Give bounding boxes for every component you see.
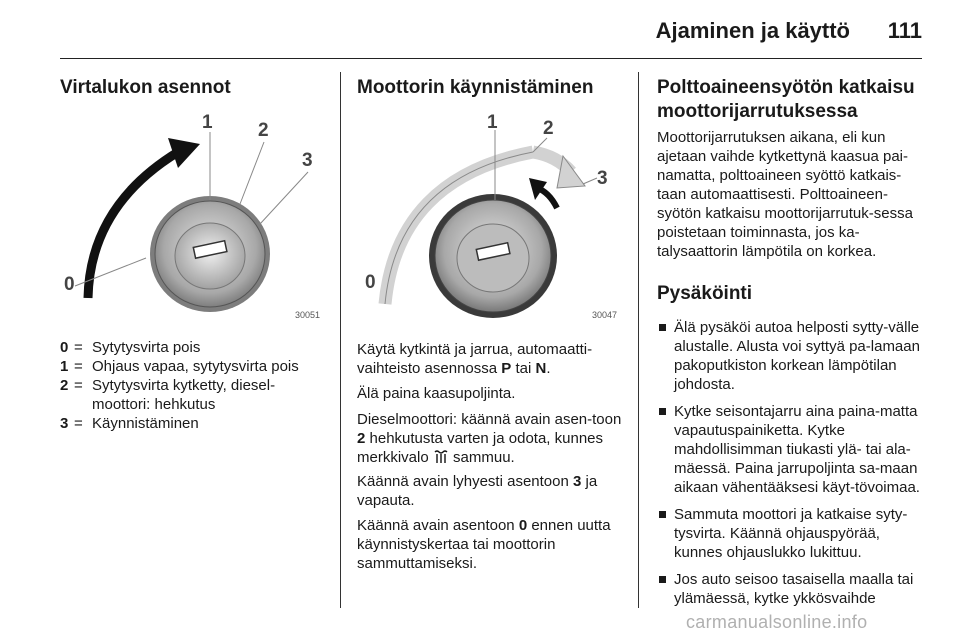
engine-start-illustration [357, 108, 623, 324]
legend-row [60, 338, 330, 357]
ignition-legend [60, 338, 330, 433]
text: Käytä kytkintä ja jarrua, automaatti-vaihteisto asennossa [357, 341, 593, 377]
fig2-label-3: 3 [597, 168, 608, 189]
fig2-code: 30047 [591, 310, 617, 320]
ignition-figure [60, 108, 326, 324]
fig1-code: 30051 [294, 310, 320, 320]
section-title-ignition-positions: Virtalukon asennot [60, 77, 231, 98]
legend-row [60, 357, 330, 376]
text: sammuu. [448, 449, 515, 466]
ignition-lock-icon [429, 194, 557, 318]
text: hehkutusta varten ja odota, kunnes merkkivalo [357, 430, 604, 466]
watermark: carmanualsonline.info [686, 612, 868, 632]
legend-key: 0 [60, 339, 69, 356]
text: tai [511, 360, 536, 377]
fig2-label-1: 1 [487, 112, 498, 133]
fig1-label-0: 0 [64, 274, 75, 295]
text: . [546, 360, 551, 377]
text-bold: N [535, 360, 547, 377]
text: Käännä avain asentoon [357, 517, 519, 534]
engine-start-figure [357, 108, 623, 324]
page-number: 111 [887, 18, 922, 43]
text: Dieselmoottori: käännä avain asen-toon [357, 411, 622, 428]
legend-text: Sytytysvirta pois [92, 339, 201, 356]
legend-equals: = [74, 339, 83, 356]
legend-text: Ohjaus vapaa, sytytysvirta pois [92, 358, 299, 375]
column-divider-2 [638, 72, 639, 608]
parking-bullet-list [657, 318, 927, 616]
list-item: Älä pysäköi autoa helposti sytty-välle alustalle. Alusta voi syttyä pa-lamaan pakoputkiston korkean lämpötilan johdosta. [657, 318, 927, 394]
legend-key: 3 [60, 415, 69, 432]
text-bold: 2 [357, 430, 366, 447]
paragraph-fuel-cutoff: Moottorijarrutuksen aikana, eli kun ajetaan vaihde kytkettynä kaasua pai-namatta, polttoaineen syöttö katkais-taan automaattisesti. Polttoaineen-syötön katkaisu moottorijarrutuk-sessa poistetaan toiminnasta, jos ka-talysaattorin lämpötila on korkea. [657, 129, 913, 260]
paragraph-turn-briefly [357, 472, 625, 510]
legend-text: Sytytysvirta kytketty, diesel-moottori: hehkutus [92, 377, 276, 413]
legend-row [60, 376, 330, 414]
return-arrow-icon [529, 178, 557, 208]
column-divider-1 [340, 72, 341, 608]
text: ennen uutta käynnistyskertaa tai moottorin sammuttamiseksi. [357, 517, 611, 572]
text: ja vapauta. [357, 473, 598, 509]
legend-equals: = [74, 377, 83, 394]
fig2-label-0: 0 [365, 272, 376, 293]
text: Käännä avain lyhyesti asentoon [357, 473, 573, 490]
paragraph-diesel [357, 410, 625, 467]
legend-row [60, 414, 330, 433]
header-rule [60, 58, 922, 59]
legend-equals: = [74, 358, 83, 375]
section-title-fuel-cutoff: Polttoaineensyötön katkaisu moottorijarrutuksessa [657, 77, 915, 122]
ignition-illustration [60, 108, 326, 324]
legend-equals: = [74, 415, 83, 432]
paragraph-no-accelerator: Älä paina kaasupoljinta. [357, 385, 516, 402]
fig1-label-1: 1 [202, 112, 213, 133]
text-bold: 0 [518, 517, 528, 534]
ignition-lock-icon [150, 196, 270, 312]
fig1-label-2: 2 [258, 120, 269, 141]
section-title-engine-start: Moottorin käynnistäminen [357, 77, 594, 98]
fig2-label-2: 2 [543, 118, 554, 139]
text-bold: P [501, 360, 512, 377]
section-title-parking: Pysäköinti [657, 283, 753, 304]
text-bold: 3 [572, 473, 582, 490]
legend-text: Käynnistäminen [92, 415, 199, 432]
paragraph-turn-zero [357, 516, 625, 573]
fig1-label-3: 3 [302, 150, 313, 171]
paragraph-clutch-brake [357, 340, 625, 378]
list-item: Sammuta moottori ja katkaise syty-tysvirta. Käännä ohjauspyörää, kunnes ohjauslukko lukittuu. [657, 505, 927, 562]
list-item: Kytke seisontajarru aina paina-matta vapautuspainiketta. Kytke mahdollisimman tiukasti ylä- tai ala-mäessä. Paina jarrupoljinta sa-maan aikaan vähentääksesi käyt-tövoimaa. [657, 402, 927, 497]
list-item: Jos auto seisoo tasaisella maalla tai ylämäessä, kytke ykkösvaihde [657, 570, 927, 608]
legend-key: 2 [60, 377, 69, 394]
page-header-title: Ajaminen ja käyttö [655, 18, 850, 43]
glow-plug-indicator-icon [433, 449, 449, 465]
legend-key: 1 [60, 358, 69, 375]
